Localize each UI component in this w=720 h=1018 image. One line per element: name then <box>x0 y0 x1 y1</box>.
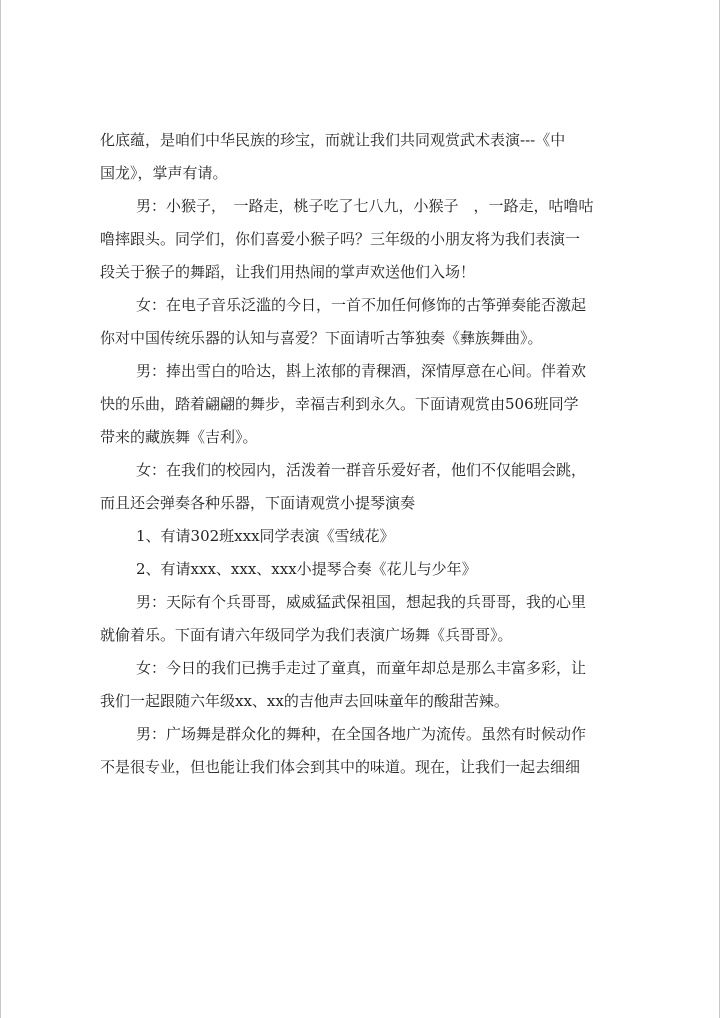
text-line: 女：在我们的校园内，活泼着一群音乐爱好者，他们不仅能唱会跳， <box>136 461 587 479</box>
page-left-border <box>0 0 1 1018</box>
text-line: 男：天际有个兵哥哥，威威猛武保祖国，想起我的兵哥哥，我的心里 <box>136 593 587 611</box>
text-line: 我们一起跟随六年级xx、xx的吉他声去回味童年的酸甜苦辣。 <box>100 692 509 710</box>
text-line: 而且还会弹奏各种乐器，下面请观赏小提琴演奏 <box>100 494 416 512</box>
document-body <box>100 124 636 784</box>
text-line: 不是很专业，但也能让我们体会到其中的味道。现在，让我们一起去细细 <box>100 758 581 776</box>
text-line: 国龙》，掌声有请。 <box>100 164 228 182</box>
text-line: 噜摔跟头。同学们，你们喜爱小猴子吗？三年级的小朋友将为我们表演一 <box>100 230 581 248</box>
text-line: 女：在电子音乐泛滥的今日，一首不加任何修饰的古筝弹奏能否激起 <box>136 296 587 314</box>
text-line: 你对中国传统乐器的认知与喜爱？下面请听古筝独奏《彝族舞曲》。 <box>100 329 543 347</box>
text-line: 女：今日的我们已携手走过了童真，而童年却总是那么丰富多彩，让 <box>136 659 587 677</box>
text-line: 1、有请302班xxx同学表演《雪绒花》 <box>136 527 395 545</box>
text-line: 男：小猴子， 一路走，桃子吃了七八九，小猴子 ，一路走，咕噜咕 <box>136 197 594 215</box>
text-line: 化底蕴，是咱们中华民族的珍宝，而就让我们共同观赏武术表演---《中 <box>100 131 566 149</box>
text-line: 带来的藏族舞《吉利》。 <box>100 428 258 446</box>
text-line: 2、有请xxx、xxx、xxx小提琴合奏《花儿与少年》 <box>136 560 477 578</box>
text-line: 男：广场舞是群众化的舞种，在全国各地广为流传。虽然有时候动作 <box>136 725 587 743</box>
text-line: 段关于猴子的舞蹈，让我们用热闹的掌声欢送他们入场！ <box>100 263 476 281</box>
text-line: 男：捧出雪白的哈达，斟上浓郁的青稞酒，深情厚意在心间。伴着欢 <box>136 362 587 380</box>
text-line: 就偷着乐。下面有请六年级同学为我们表演广场舞《兵哥哥》。 <box>100 626 513 644</box>
text-line: 快的乐曲，踏着翩翩的舞步，幸福吉利到永久。下面请观赏由506班同学 <box>100 395 579 413</box>
